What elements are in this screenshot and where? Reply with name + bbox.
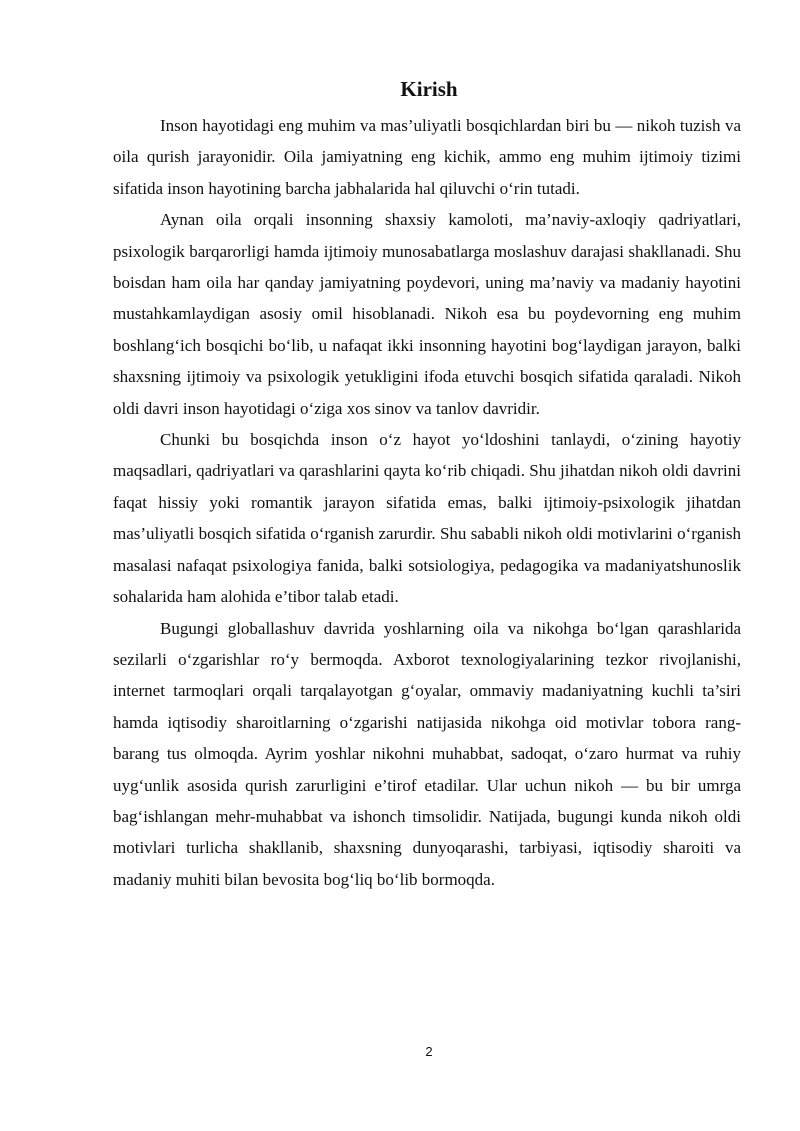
paragraph: Aynan oila orqali insonning shaxsiy kamoloti, ma’naviy-axloqiy qadriyatlari, psixologik barqarorligi hamda ijtimoiy munosabatlarga moslashuv darajasi shakllanadi. Shu boisdan ham oila har qanday jamiyatning poydevori, uning ma’naviy va madaniy hayotini mustahkamlaydigan asosiy omil hisoblanadi. Nikoh esa bu poydevorning eng muhim boshlang‘ich bosqichi bo‘lib, u nafaqat ikki insonning hayotini bog‘laydigan jarayon, balki shaxsning ijtimoiy va psixologik yetukligini ifoda etuvchi bosqich sifatida qaraladi. Nikoh oldi davri inson hayotidagi o‘ziga xos sinov va tanlov davridir.: [113, 210, 741, 418]
paragraph: Chunki bu bosqichda inson o‘z hayot yo‘ldoshini tanlaydi, o‘zining hayotiy maqsadlari, qadriyatlari va qarashlarini qayta ko‘rib chiqadi. Shu jihatdan nikoh oldi davrini faqat hissiy yoki romantik jarayon sifatida emas, balki ijtimoiy-psixologik jihatdan mas’uliyatli bosqich sifatida o‘rganish zarurdir. Shu sababli nikoh oldi motivlarini o‘rganish masalasi nafaqat psixologiya fanida, balki sotsiologiya, pedagogika va madaniyatshunoslik sohalarida ham alohida e’tibor talab etadi.: [113, 430, 741, 607]
page-title: Kirish: [400, 77, 458, 101]
document-body: [113, 110, 741, 895]
paragraph: Inson hayotidagi eng muhim va mas’uliyatli bosqichlardan biri bu — nikoh tuzish va oila qurish jarayonidir. Oila jamiyatning eng kichik, ammo eng muhim ijtimoiy tizimi sifatida inson hayotining barcha jabhalarida hal qiluvchi o‘rin tutadi.: [113, 116, 741, 198]
page-number: 2: [425, 1044, 433, 1059]
paragraph: Bugungi globallashuv davrida yoshlarning oila va nikohga bo‘lgan qarashlarida sezilarli o‘zgarishlar ro‘y bermoqda. Axborot texnologiyalarining tezkor rivojlanishi, internet tarmoqlari orqali tarqalayotgan g‘oyalar, ommaviy madaniyatning kuchli ta’siri hamda iqtisodiy sharoitlarning o‘zgarishi natijasida nikohga oid motivlar tobora rang-barang tus olmoqda. Ayrim yoshlar nikohni muhabbat, sadoqat, o‘zaro hurmat va ruhiy uyg‘unlik asosida qurish zarurligini e’tirof etadilar. Ular uchun nikoh — bu bir umrga bag‘ishlangan mehr-muhabbat va ishonch timsolidir. Natijada, bugungi kunda nikoh oldi motivlari turlicha shakllanib, shaxsning dunyoqarashi, tarbiyasi, iqtisodiy sharoiti va madaniy muhiti bilan bevosita bog‘liq bo‘lib bormoqda.: [113, 618, 741, 889]
